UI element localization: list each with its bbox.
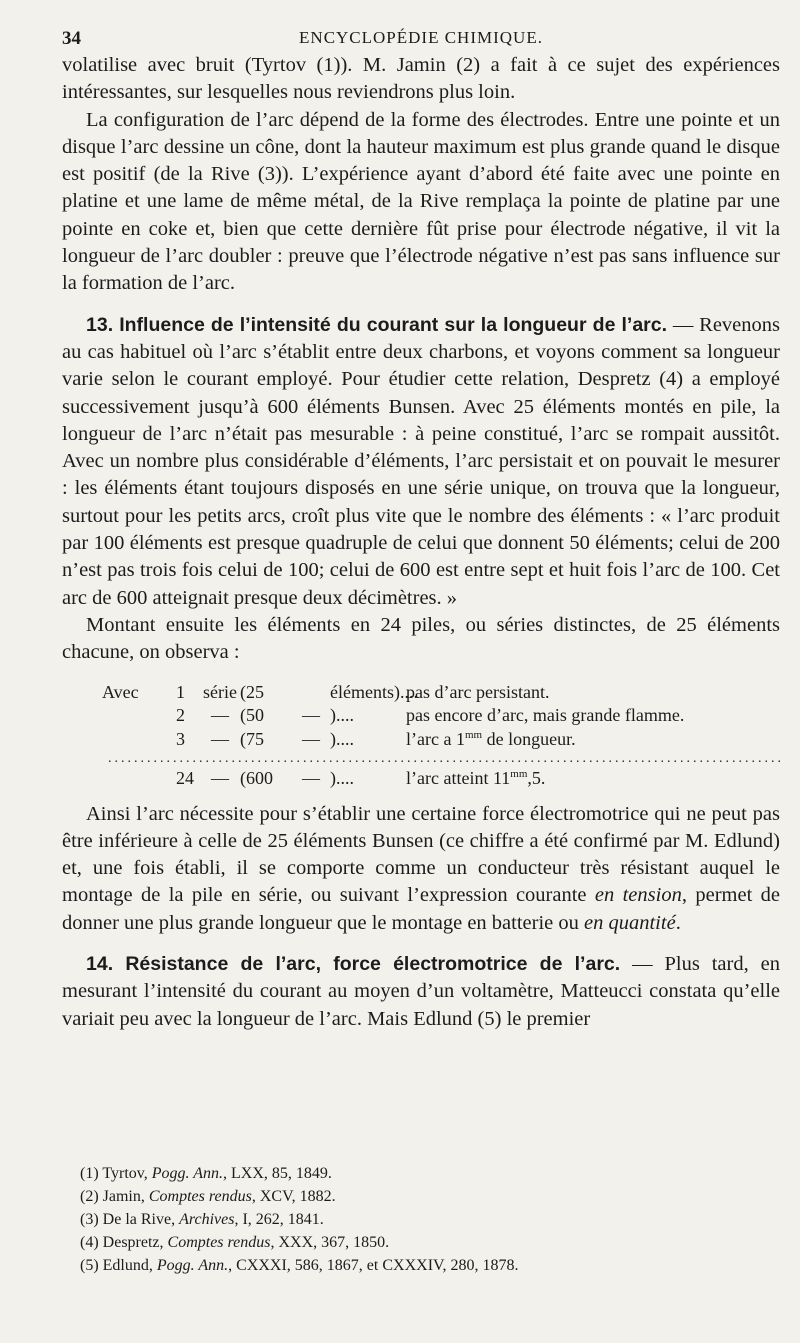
page-number: 34: [62, 28, 81, 49]
footnote-source: Comptes rendus: [167, 1234, 271, 1251]
row-prefix: [102, 704, 176, 728]
running-head: ENCYCLOPÉDIE CHIMIQUE.: [299, 28, 543, 47]
paragraph-5-part-a: Ainsi l’arc nécessite pour s’établir une certaine force électromotrice qui ne peut pas être inférieure à celle de 25 éléments Bunsen (ce chiffre a été confirmé par M. Edlund) et, une fois établi, il se comporte comme un conducteur très résistant auquel le montage de la pile en série, ou suivant l’expression courante: [62, 802, 780, 907]
footnote-source: Pogg. Ann.: [151, 1165, 224, 1182]
row-open: (600: [240, 768, 273, 789]
table-row: [102, 728, 742, 752]
footnote-author: Tyrtov,: [102, 1165, 148, 1182]
row-open: (75: [240, 728, 264, 749]
page-header: [62, 22, 780, 52]
results-table: [102, 681, 784, 791]
section-13: [62, 312, 780, 612]
row-result: l’arc a $1^{mm}$ de longueur.: [406, 728, 576, 749]
footnote-author: Jamin,: [102, 1188, 145, 1205]
row-open: (50: [240, 705, 264, 726]
table-row: [102, 704, 742, 728]
row-word: série: [203, 681, 237, 702]
section-13-title: 13. Influence de l’intensité du courant sur la longueur de l’arc.: [86, 313, 668, 336]
footnote-source: Pogg. Ann.: [156, 1257, 229, 1274]
footnote: [80, 1208, 519, 1231]
footnote-ref: , LXX, 85, 1849.: [223, 1165, 332, 1182]
paragraph-5: [62, 801, 780, 937]
row-word: —: [211, 705, 229, 726]
footnote-number: (2): [80, 1188, 99, 1205]
row-word: —: [211, 728, 229, 749]
row-dash: [292, 681, 330, 705]
row-open: (25: [240, 681, 264, 702]
row-close: éléments)....: [330, 681, 418, 702]
body-text-continued: [62, 801, 780, 1033]
footnote-author: Despretz,: [102, 1234, 164, 1251]
footnote-number: (4): [80, 1234, 99, 1251]
footnote-source: Comptes rendus: [148, 1188, 252, 1205]
table-row: [102, 681, 742, 705]
footnote-source: Archives: [179, 1211, 235, 1228]
table-ellipsis-row: ........................................................................................................: [108, 751, 784, 767]
footnotes: [80, 1162, 519, 1277]
row-close: )....: [330, 705, 354, 726]
emphasis-en-quantite: en quantité: [584, 911, 676, 934]
page: [62, 22, 784, 1033]
footnote: [80, 1162, 519, 1185]
emphasis-en-tension: en tension: [594, 884, 682, 907]
paragraph-5-part-b: , permet de donner une plus grande longueur que le montage en batterie ou: [62, 884, 780, 934]
footnote-ref: , CXXXI, 586, 1867, et CXXXIV, 280, 1878.: [228, 1257, 519, 1274]
row-dash: —: [302, 705, 320, 726]
row-number: 2: [176, 705, 185, 726]
footnote-author: De la Rive,: [102, 1211, 176, 1228]
footnote-ref: , XXX, 367, 1850.: [270, 1234, 390, 1251]
paragraph-4: Montant ensuite les éléments en 24 piles, ou séries distinctes, de 25 éléments chacune, on observa :: [62, 613, 780, 664]
footnote-ref: , XCV, 1882.: [251, 1188, 336, 1205]
row-result: pas d’arc persistant.: [406, 681, 550, 702]
row-number: 3: [176, 728, 185, 749]
row-close: )....: [330, 768, 354, 789]
section-13-text: — Revenons au cas habituel où l’arc s’établit entre deux charbons, et voyons comment sa longueur varie selon le courant employé. Pour étudier cette relation, Despretz (4) a employé successivement jusqu’à 600 éléments Bunsen. Avec 25 éléments montés en pile, la longueur de l’arc n’était pas mesurable : à peine constitué, l’arc se rompait aussitôt. Avec un nombre plus considérable d’éléments, l’arc persistait et on pouvait le mesurer : les éléments étant toujours disposés en une série unique, on trouva que la longueur, surtout pour les petits arcs, croît plus vite que le nombre des éléments : « l’arc produit par 100 éléments est presque quadruple de celui que donnent 50 éléments; celui de 200 n’est pas trois fois celui de 100; celui de 600 est entre sept et huit fois l’arc de 100. Cet arc de 600 atteignait presque deux décimètres. »: [62, 313, 780, 609]
section-14-text: — Plus tard, en mesurant l’intensité du courant au moyen d’un voltamètre, Matteucci constata qu’elle variait peu avec la longueur de l’arc. Mais Edlund (5) le premier: [62, 953, 780, 1030]
row-prefix: [102, 728, 176, 752]
row-close: )....: [330, 728, 354, 749]
row-number: 1: [176, 681, 185, 702]
body-text: [62, 52, 780, 667]
row-dash: —: [302, 768, 320, 789]
paragraph-1: volatilise avec bruit (Tyrtov (1)). M. Jamin (2) a fait à ce sujet des expériences intéressantes, sur lesquelles nous reviendrons plus loin.: [62, 54, 780, 104]
section-14-title: 14. Résistance de l’arc, force électromotrice de l’arc.: [86, 953, 621, 976]
row-result: l’arc atteint $11^{mm},5$.: [406, 768, 546, 789]
footnote-number: (5): [80, 1257, 99, 1274]
row-prefix: [102, 767, 176, 791]
row-number: 24: [176, 768, 194, 789]
footnote-author: Edlund,: [102, 1257, 153, 1274]
footnote-number: (1): [80, 1165, 99, 1182]
footnote-number: (3): [80, 1211, 99, 1228]
paragraph-5-part-c: .: [675, 911, 681, 934]
footnote: [80, 1185, 519, 1208]
footnote-ref: , I, 262, 1841.: [234, 1211, 324, 1228]
footnote: [80, 1254, 519, 1277]
footnote: [80, 1231, 519, 1254]
section-14: [62, 951, 780, 1033]
table-row: [102, 767, 742, 791]
row-result: pas encore d’arc, mais grande flamme.: [406, 705, 685, 726]
row-dash: —: [302, 728, 320, 749]
paragraph-2: La configuration de l’arc dépend de la forme des électrodes. Entre une pointe et un disque l’arc dessine un cône, dont la hauteur maximum est plus grande quand le disque est positif (de la Rive (3)). L’expérience ayant d’abord été faite avec une pointe en platine et une lame de même métal, de la Rive remplaça la pointe de platine par une pointe en coke et, bien que cette dernière fût prise pour électrode négative, il vit la longueur de l’arc doubler : preuve que l’électrode négative n’est pas sans influence sur la formation de l’arc.: [62, 108, 780, 295]
row-prefix: Avec: [102, 681, 139, 702]
row-word: —: [211, 768, 229, 789]
